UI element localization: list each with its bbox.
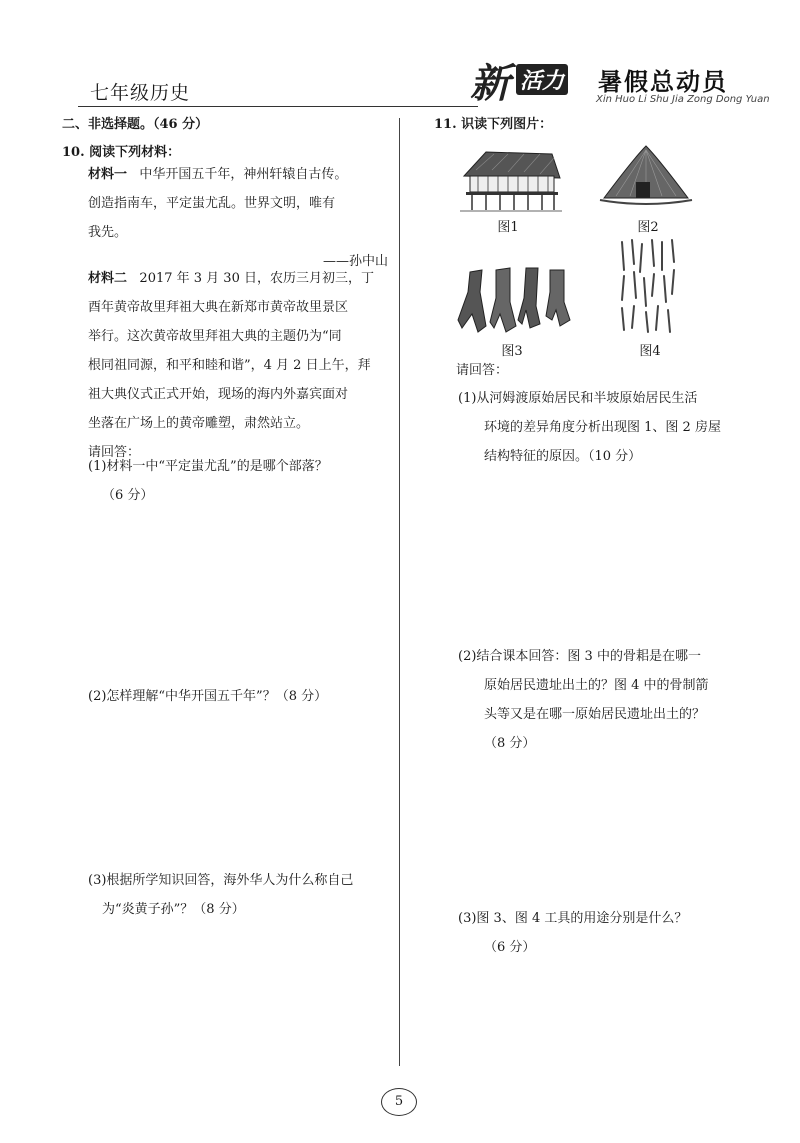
stilt-house-image — [456, 148, 566, 214]
q11-sub3-line: (3)图 3、图 4 工具的用途分别是什么？ — [458, 911, 688, 926]
q10-sub3-line: 为“炎黄子孙”？（8 分） — [102, 902, 245, 917]
grade-subject-title: 七年级历史 — [90, 82, 191, 104]
column-divider — [399, 118, 400, 1066]
q10-sub-3 — [88, 866, 388, 924]
header-rule — [78, 106, 478, 107]
q11-sub-2 — [458, 642, 748, 758]
brand-pinyin: Xin Huo Li Shu Jia Zong Dong Yuan — [596, 94, 770, 105]
m2-label: 材料二 — [88, 271, 128, 286]
figure-2-label: 图2 — [637, 220, 659, 235]
q10-sub1-score: （6 分） — [102, 488, 154, 503]
q11-prompt: 请回答： — [456, 363, 509, 378]
q10-stem: 10. 阅读下列材料： — [62, 145, 181, 160]
figure-4-label: 图4 — [639, 344, 661, 359]
m1-line: 中华开国五千年，神州轩辕自古传。 — [139, 167, 348, 182]
q11-stem: 11. 识读下列图片： — [434, 117, 553, 132]
q11-sub-3 — [458, 904, 748, 962]
m1-line: 我先。 — [88, 225, 128, 240]
m2-line: 祖大典仪式正式开始，现场的海内外嘉宾面对 — [88, 387, 349, 402]
q10-sub-1 — [88, 452, 388, 510]
m2-line: 举行。这次黄帝故里拜祖大典的主题仍为“同 — [88, 329, 342, 344]
figure-3-label: 图3 — [501, 344, 523, 359]
bone-spade-image — [456, 262, 576, 336]
q11-sub1-line: (1)从河姆渡原始居民和半坡原始居民生活 — [458, 391, 698, 406]
brand-logo — [470, 52, 770, 112]
q10-material-2 — [88, 264, 388, 467]
q11-sub-1 — [458, 384, 748, 471]
bone-arrowheads-image — [616, 236, 680, 336]
q10-prompt: 请回答： — [88, 445, 141, 460]
q11-sub2-line: 原始居民遗址出土的？图 4 中的骨制箭 — [484, 678, 709, 693]
page-number: 5 — [381, 1088, 417, 1116]
q11-sub2-score: （8 分） — [484, 736, 536, 751]
m2-line: 根同祖同源，和平和睦和谐”，4 月 2 日上午，拜 — [88, 358, 371, 373]
q11-sub2-line: 头等又是在哪一原始居民遗址出土的？ — [484, 707, 706, 722]
m2-line: 酉年黄帝故里拜祖大典在新郑市黄帝故里景区 — [88, 300, 349, 315]
m2-line: 2017 年 3 月 30 日，农历三月初三，丁 — [139, 271, 374, 286]
q11-sub2-line: (2)结合课本回答：图 3 中的骨耜是在哪一 — [458, 649, 701, 664]
q11-sub1-line: 结构特征的原因。（10 分） — [484, 449, 642, 464]
q11-sub1-line: 环境的差异角度分析出现图 1、图 2 房屋 — [484, 420, 721, 435]
figure-1-label: 图1 — [497, 220, 519, 235]
m1-label: 材料一 — [88, 167, 128, 182]
thatched-hut-image — [596, 142, 696, 214]
q10-sub1-line: (1)材料一中“平定蚩尤乱”的是哪个部落？ — [88, 459, 328, 474]
q10-material-1 — [88, 160, 388, 276]
q11-sub3-score: （6 分） — [484, 940, 536, 955]
q10-sub3-line: (3)根据所学知识回答，海外华人为什么称自己 — [88, 873, 354, 888]
q10-sub-2: (2)怎样理解“中华开国五千年”？（8 分） — [88, 689, 328, 704]
m2-line: 坐落在广场上的黄帝雕塑，肃然站立。 — [88, 416, 310, 431]
brand-xin: 新 — [470, 61, 510, 107]
brand-huoli: 活力 — [516, 64, 568, 95]
m1-author: ——孙中山 — [322, 254, 388, 269]
brand-main-title: 暑假总动员 — [598, 68, 728, 96]
section-title: 二、非选择题。（46 分） — [62, 117, 209, 132]
m1-line: 创造指南车，平定蚩尤乱。世界文明，唯有 — [88, 196, 336, 211]
